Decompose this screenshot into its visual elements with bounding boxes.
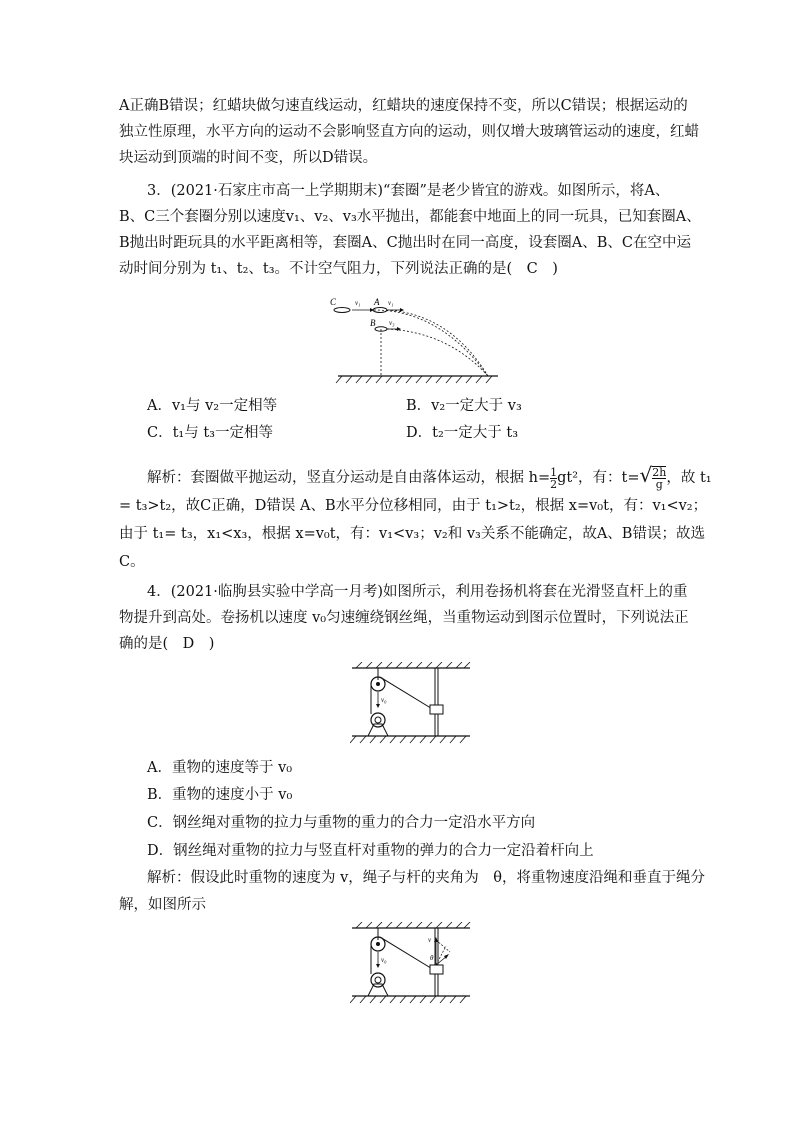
question-3-stem: B、C三个套圈分别以速度v₁、v₂、v₃水平抛出，都能套中地面上的同一玩具，已知套圈A、 (119, 209, 701, 225)
label-v0: v₀ (381, 696, 387, 704)
label-v3: v₃ (389, 319, 395, 327)
question-3-stem: 3．(2021·石家庄市高一上学期期末)“套圈”是老少皆宜的游戏。如图所示，将A、 (147, 183, 670, 199)
analysis-3-line: C。 (119, 554, 145, 570)
label-v1-left: v₁ (355, 299, 361, 307)
option-d: D．t₂一定大于 t₃ (406, 425, 519, 441)
label-v0: v₀ (381, 956, 387, 964)
option-d: D．钢丝绳对重物的拉力与竖直杆对重物的弹力的合力一定沿着杆向上 (147, 843, 594, 859)
option-a: A．v₁与 v₂一定相等 (147, 398, 278, 414)
label-theta: θ (430, 954, 434, 962)
fraction-denominator: g (652, 478, 666, 490)
label-c: C (330, 297, 337, 307)
label-v2-top: v₁ (388, 299, 394, 307)
analysis-3-line: 由于 t₁= t₃，x₁<x₃，根据 x=v₀t，有：v₁<v₃；v₂和 v₃关系不能确定，故A、B错误；故选 (119, 526, 705, 542)
sqrt-sign: √ (639, 463, 653, 487)
option-a: A．重物的速度等于 v₀ (147, 760, 293, 776)
question-3-stem: 动时间分别为 t₁、t₂、t₃。不计空气阻力，下列说法正确的是( C ) (119, 261, 558, 277)
fraction-denominator: 2 (550, 477, 558, 491)
analysis-text: 解析：套圈做平抛运动，竖直分运动是自由落体运动，根据 h= (147, 470, 551, 486)
question-4-stem: 物提升到高处。卷扬机以速度 v₀匀速缠绕钢丝绳，当重物运动到图示位置时，下列说法正 (119, 610, 689, 626)
question-4-stem: 确的是( D ) (119, 636, 215, 652)
question-3-stem: B抛出时距玩具的水平距离相等，套圈A、C抛出时在同一高度，设套圈A、B、C在空中运 (119, 235, 691, 251)
text-line: A正确B错误；红蜡块做匀速直线运动，红蜡块的速度保持不变，所以C错误；根据运动的 (119, 98, 688, 114)
label-b: B (370, 318, 376, 328)
velocity-decomposition-figure (350, 922, 472, 1004)
weight-block (430, 705, 443, 714)
option-b: B．重物的速度小于 v₀ (147, 787, 293, 803)
fraction-numerator: 2h (652, 466, 667, 479)
analysis-3-line: = t₃>t₂，故C正确，D错误 A、B水平分位移相同，由于 t₁>t₂，根据 x=v₀t，有：v₁<v₂； (119, 498, 708, 514)
analysis-text: ，故 t₁ (666, 470, 712, 486)
analysis-text: gt²，有：t= (557, 470, 640, 486)
text-line: 独立性原理，水平方向的运动不会影响竖直方向的运动，则仅增大玻璃管运动的速度，红蜡 (119, 124, 699, 140)
ring-c (334, 308, 350, 313)
label-v: v (428, 936, 432, 944)
text-line: 块运动到顶端的时间不变，所以D错误。 (119, 150, 378, 166)
analysis-4-line: 解，如图所示 (119, 897, 206, 913)
option-b: B．v₂一定大于 v₃ (406, 398, 522, 414)
question-4-stem: 4．(2021·临朐县实验中学高一月考)如图所示，利用卷扬机将套在光滑竖直杆上的重 (147, 584, 688, 600)
weight-block (430, 965, 443, 974)
sqrt-fraction (652, 466, 666, 490)
label-a: A (374, 297, 380, 307)
analysis-3-line (147, 459, 712, 491)
winch-figure (350, 662, 472, 744)
analysis-4-line: 解析：假设此时重物的速度为 v，绳子与杆的夹角为 θ，将重物速度沿绳和垂直于绳分 (147, 870, 706, 886)
ring-toss-figure (330, 292, 500, 384)
option-c: C．t₁与 t₃一定相等 (147, 425, 273, 441)
option-c: C．钢丝绳对重物的拉力与重物的重力的合力一定沿水平方向 (147, 815, 536, 831)
fraction-numerator: 1 (550, 465, 558, 479)
